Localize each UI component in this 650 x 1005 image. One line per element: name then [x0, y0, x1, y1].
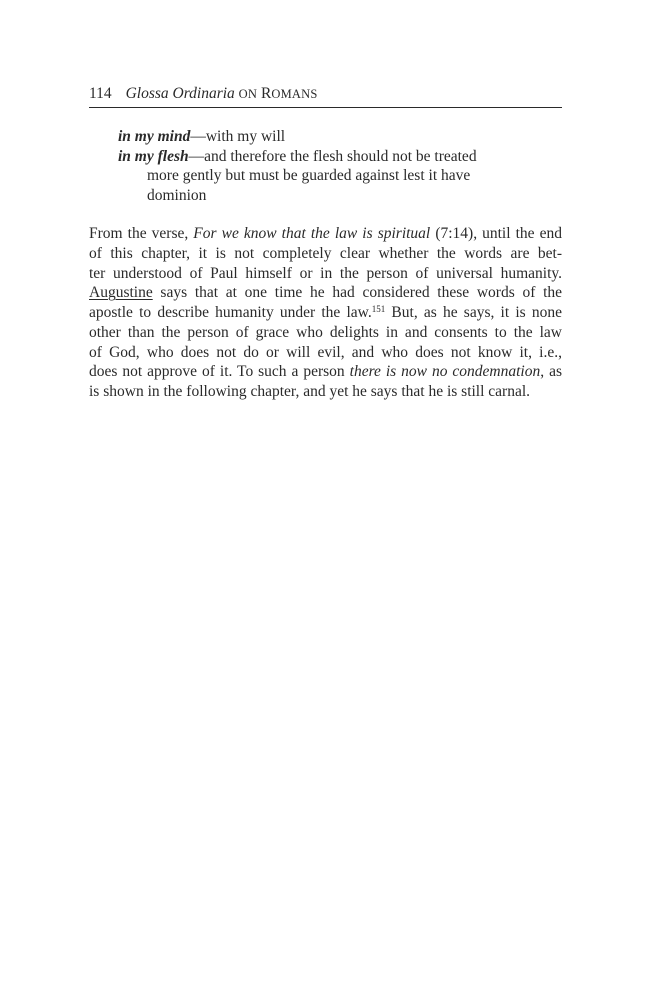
- page-number: 114: [89, 85, 112, 102]
- verse-quote: For we know that the law is spiritual: [193, 225, 431, 243]
- text-line: [89, 224, 562, 244]
- running-title-initial: R: [261, 85, 272, 102]
- text-run: From the verse,: [89, 225, 194, 243]
- verse-quote: there is now no condemnation: [349, 363, 541, 381]
- gloss-continuation: dominion: [147, 186, 207, 204]
- running-title-rest: OMANS: [271, 87, 318, 101]
- gloss-text: —and therefore the flesh should not be treated: [188, 147, 477, 165]
- gloss-lemma: in my mind: [118, 128, 191, 145]
- text-line: [89, 303, 562, 323]
- text-line: of this chapter, it is not completely clear whether the words are bet-: [89, 245, 562, 263]
- gloss-entry: [118, 127, 562, 147]
- text-line: is shown in the following chapter, and yet he says that he is still carnal.: [89, 383, 531, 400]
- text-line: [89, 283, 562, 303]
- text-run: But, as he says, it is none: [385, 304, 562, 322]
- text-run: (7:14), until the end: [430, 225, 562, 243]
- text-line: ter understood of Paul himself or in the person of universal humanity.: [89, 264, 562, 282]
- text-run: apostle to describe humanity under the law.: [89, 304, 372, 322]
- gloss-entry: [118, 147, 562, 167]
- running-head: [89, 84, 562, 108]
- body-paragraph: [89, 224, 562, 401]
- text-run: does not approve of it. To such a person: [89, 363, 350, 381]
- augustine-reference: Augustine: [89, 284, 153, 302]
- gloss-lemma: in my flesh: [118, 147, 189, 165]
- gloss-block: [118, 127, 562, 205]
- text-line: other than the person of grace who delights in and consents to the law: [89, 323, 562, 341]
- running-title: [126, 85, 318, 102]
- text-run: , as: [540, 363, 562, 381]
- text-line: [89, 362, 562, 382]
- gloss-continuation: more gently but must be guarded against lest it have: [147, 167, 471, 185]
- text-run: says that at one time he had considered these words of the: [152, 284, 562, 302]
- running-title-italic: Glossa Ordinaria: [125, 85, 235, 102]
- running-title-on: ON: [238, 87, 258, 101]
- page: [89, 84, 562, 402]
- footnote-marker: 151: [371, 304, 386, 315]
- gloss-text: —with my will: [190, 128, 286, 145]
- text-line: of God, who does not do or will evil, and who does not know it, i.e.,: [89, 343, 562, 361]
